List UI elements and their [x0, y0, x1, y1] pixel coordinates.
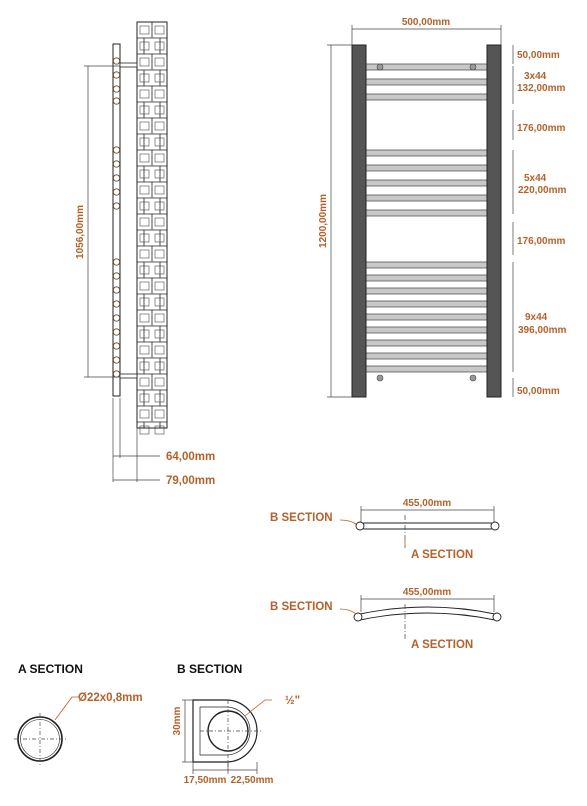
- group2-count-label: 5x44: [524, 173, 547, 184]
- plan-view-curved: [270, 587, 501, 651]
- b-height-label: 30mm: [172, 706, 183, 736]
- group2-size-label: 220,00mm: [518, 185, 567, 196]
- right-tube-end: [491, 522, 499, 530]
- group3-count-label: 9x44: [525, 312, 548, 323]
- plan-view-straight: [270, 498, 499, 561]
- a-section-detail: [14, 662, 143, 766]
- brick-wall: [137, 22, 167, 434]
- plan-curved-a-label: A SECTION: [411, 639, 474, 651]
- right-rail: [487, 45, 501, 397]
- gap1-label: 176,00mm: [517, 123, 566, 134]
- a-diameter-label: Ø22x0,8mm: [78, 692, 143, 704]
- left-tube-end-curved: [354, 613, 362, 621]
- mounting-pins: [377, 64, 476, 381]
- b-width-left-label: 17,50mm: [183, 775, 227, 786]
- b-thread-label: ½": [285, 695, 301, 707]
- depth-large-label: 79,00mm: [166, 475, 216, 487]
- plan-straight-b-label: B SECTION: [270, 512, 333, 524]
- plan-straight-a-label: A SECTION: [411, 549, 474, 561]
- group1-count-label: 3x44: [524, 71, 547, 82]
- front-bars: [366, 64, 487, 372]
- side-height-label: 1056,00mm: [75, 205, 86, 259]
- b-section-detail: [172, 662, 300, 786]
- depth-small-label: 64,00mm: [166, 451, 216, 463]
- wall-bracket-top: [120, 63, 137, 67]
- right-tube-end-curved: [493, 613, 501, 621]
- gap2-label: 176,00mm: [517, 236, 566, 247]
- plan-curved-b-label: B SECTION: [270, 601, 333, 613]
- top-margin-label: 50,00mm: [517, 50, 560, 61]
- plan-curved-width-label: 455,00mm: [402, 587, 452, 598]
- plan-straight-width-label: 455,00mm: [402, 498, 452, 509]
- group1-size-label: 132,00mm: [517, 83, 566, 94]
- left-tube-end: [356, 522, 364, 530]
- front-height-label: 1200,00mm: [318, 194, 329, 248]
- group3-size-label: 396,00mm: [518, 325, 567, 336]
- b-section-title: B SECTION: [177, 662, 243, 676]
- front-view: [318, 17, 566, 397]
- wall-bracket-bottom: [120, 374, 137, 378]
- left-rail: [352, 45, 366, 397]
- b-width-right-label: 22,50mm: [230, 775, 274, 786]
- a-section-title: A SECTION: [18, 662, 83, 676]
- bottom-margin-label: 50,00mm: [517, 386, 560, 397]
- front-width-label: 500,00mm: [401, 17, 451, 28]
- side-view: [75, 22, 215, 487]
